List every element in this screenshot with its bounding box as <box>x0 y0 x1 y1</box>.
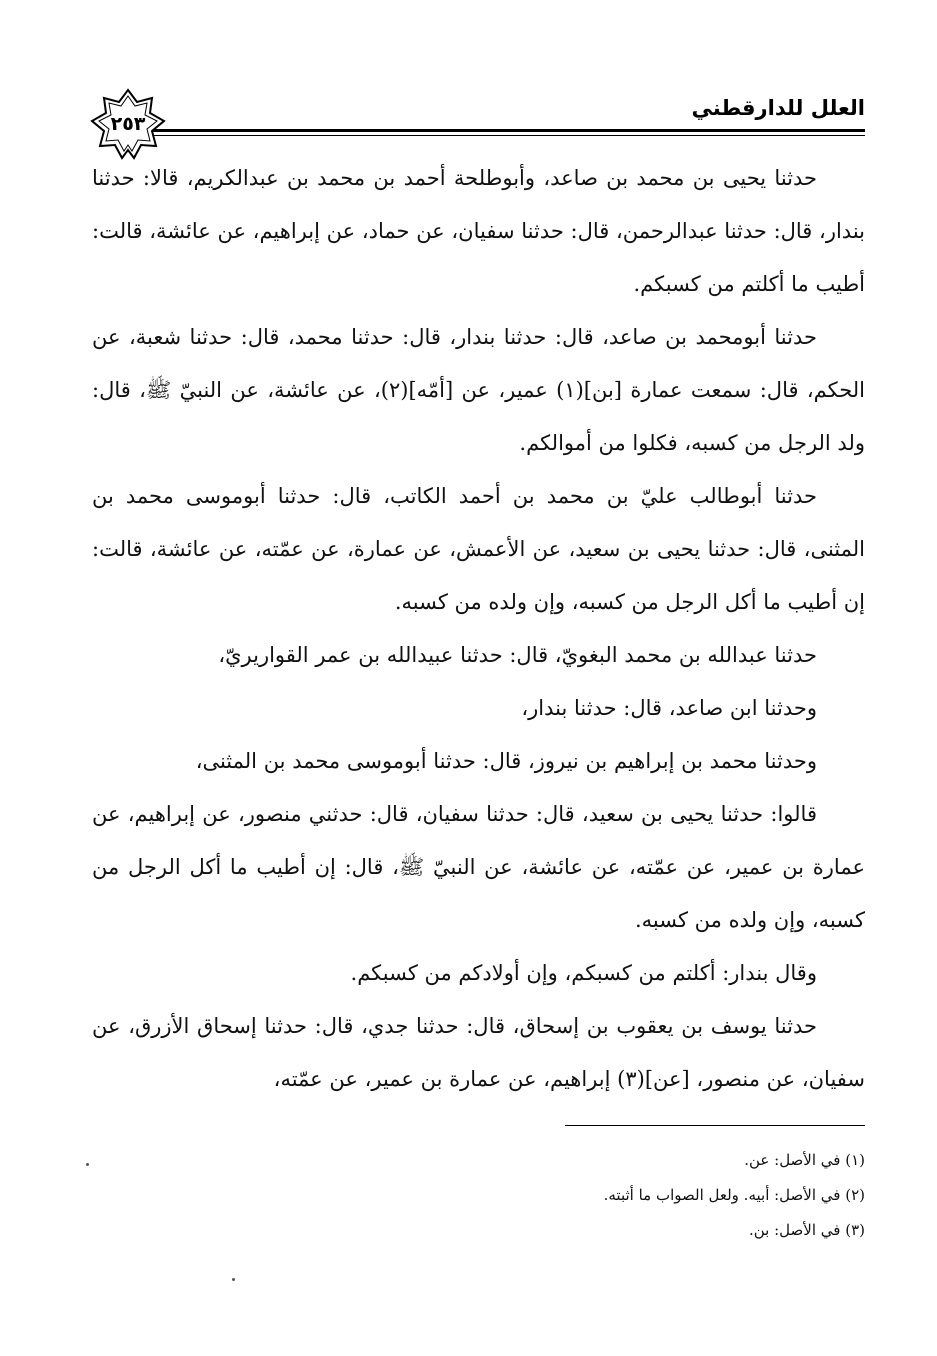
paragraph: حدثنا أبوطالب عليّ بن محمد بن أحمد الكاتب، قال: حدثنا أبوموسى محمد بن المثنى، قال: حدثنا يحيى بن سعيد، عن الأعمش، عن عمارة، عن عمّته، عن عائشة، قالت: إن أطيب ما أكل الرجل من كسبه، وإن ولده من كسبه. <box>92 484 865 614</box>
paragraph: حدثنا يوسف بن يعقوب بن إسحاق، قال: حدثنا جدي، قال: حدثنا إسحاق الأزرق، عن سفيان، عن منصور، [عن](٣) إبراهيم، عن عمارة بن عمير، عن عمّته، <box>92 1014 865 1091</box>
scan-speck <box>86 1163 89 1166</box>
header-rule-thin <box>150 135 865 136</box>
paragraph: قالوا: حدثنا يحيى بن سعيد، قال: حدثنا سفيان، قال: حدثني منصور، عن إبراهيم، عن عمارة بن عمير، عن عمّته، عن عائشة، عن النبيّ ﷺ، قال: إن أطيب ما أكل الرجل من كسبه، وإن ولده من كسبه. <box>92 802 865 932</box>
scan-speck <box>232 1278 235 1281</box>
footnote: (٣) في الأصل: بن. <box>749 1221 865 1239</box>
footnote: (١) في الأصل: عن. <box>744 1151 865 1169</box>
footnote: (٢) في الأصل: أبيه. ولعل الصواب ما أثبته. <box>603 1186 865 1204</box>
main-text <box>92 152 865 1106</box>
page-number-badge <box>88 88 168 160</box>
paragraph: حدثنا يحيى بن محمد بن صاعد، وأبوطلحة أحمد بن محمد بن عبدالكريم، قالا: حدثنا بندار، قال: حدثنا عبدالرحمن، قال: حدثنا سفيان، عن حماد، عن إبراهيم، عن عائشة، قالت: أطيب ما أكلتم من كسبكم. <box>92 166 866 296</box>
header-rule <box>150 129 865 132</box>
footnotes <box>300 1143 865 1248</box>
paragraph: وحدثنا ابن صاعد، قال: حدثنا بندار، <box>521 696 817 720</box>
page-number: ٢٥٣ <box>110 113 146 135</box>
footnote-separator <box>565 1125 865 1126</box>
paragraph: حدثنا أبومحمد بن صاعد، قال: حدثنا بندار، قال: حدثنا محمد، قال: حدثنا شعبة، عن الحكم، قال: سمعت عمارة [بن](١) عمير، عن [أمّه](٢)، عن عائشة، عن النبيّ ﷺ، قال: ولد الرجل من كسبه، فكلوا من أموالكم. <box>92 325 865 455</box>
running-title: العلل للدارقطني <box>691 96 865 120</box>
paragraph: حدثنا عبدالله بن محمد البغويّ، قال: حدثنا عبيدالله بن عمر القواريريّ، <box>218 643 817 667</box>
paragraph: وقال بندار: أكلتم من كسبكم، وإن أولادكم من كسبكم. <box>350 961 817 985</box>
paragraph: وحدثنا محمد بن إبراهيم بن نيروز، قال: حدثنا أبوموسى محمد بن المثنى، <box>195 749 817 773</box>
